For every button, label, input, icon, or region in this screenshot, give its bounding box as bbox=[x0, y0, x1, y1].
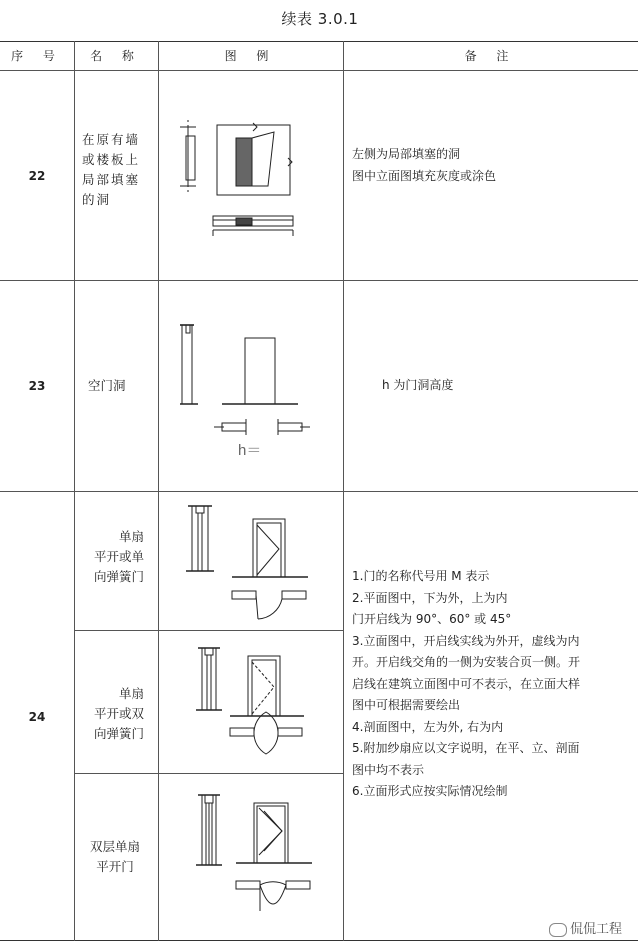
watermark: 侃侃工程 bbox=[549, 918, 622, 937]
row-name: 在原有墙 或楼板上 局部填塞 的洞 bbox=[82, 132, 141, 207]
row-number: 22 bbox=[28, 169, 46, 183]
header-seq: 序 号 bbox=[11, 49, 63, 63]
header-note: 备 注 bbox=[464, 49, 517, 63]
subrow-name: 单扇 平开或双 向弹簧门 bbox=[93, 686, 144, 741]
row-notes: h 为门洞高度 bbox=[382, 378, 454, 392]
row-number: 24 bbox=[28, 710, 46, 724]
subrow-name: 双层单扇 平开门 bbox=[89, 839, 140, 874]
empty-doorway-legend bbox=[158, 280, 343, 490]
row-notes: 1.门的名称代号用 M 表示 2.平面图中，下为外，上为内 门开启线为 90°、60° 或 45° 3.立面图中，开启线实线为外开，虚线为内 开。开启线交角的一侧为安装合页一侧。开 启线在建筑立面图中可不表示，在立面大样 图中可根据需要绘出 4.剖面图中，左为外, 右为内 5.附加纱扇应以文字说明，在平、立、剖面 图中均不表示 6.立面形式应按实际情况绘制 bbox=[352, 569, 581, 798]
dimension-label: h＝ bbox=[238, 442, 262, 459]
table-title: 续表 3.0.1 bbox=[281, 10, 359, 28]
filled-opening-legend bbox=[158, 70, 343, 280]
header-name: 名 称 bbox=[90, 49, 142, 63]
header-legend: 图 例 bbox=[224, 49, 277, 63]
double-swing-door-legend bbox=[158, 630, 343, 773]
wechat-icon bbox=[549, 923, 567, 937]
row-name: 空门洞 bbox=[88, 378, 126, 393]
single-swing-door-legend bbox=[158, 491, 343, 631]
row-number: 23 bbox=[28, 379, 46, 393]
subrow-name: 单扇 平开或单 向弹簧门 bbox=[93, 529, 144, 584]
row-notes: 左侧为局部填塞的洞 图中立面图填充灰度或涂色 bbox=[352, 147, 497, 183]
double-layer-door-legend bbox=[158, 773, 343, 941]
